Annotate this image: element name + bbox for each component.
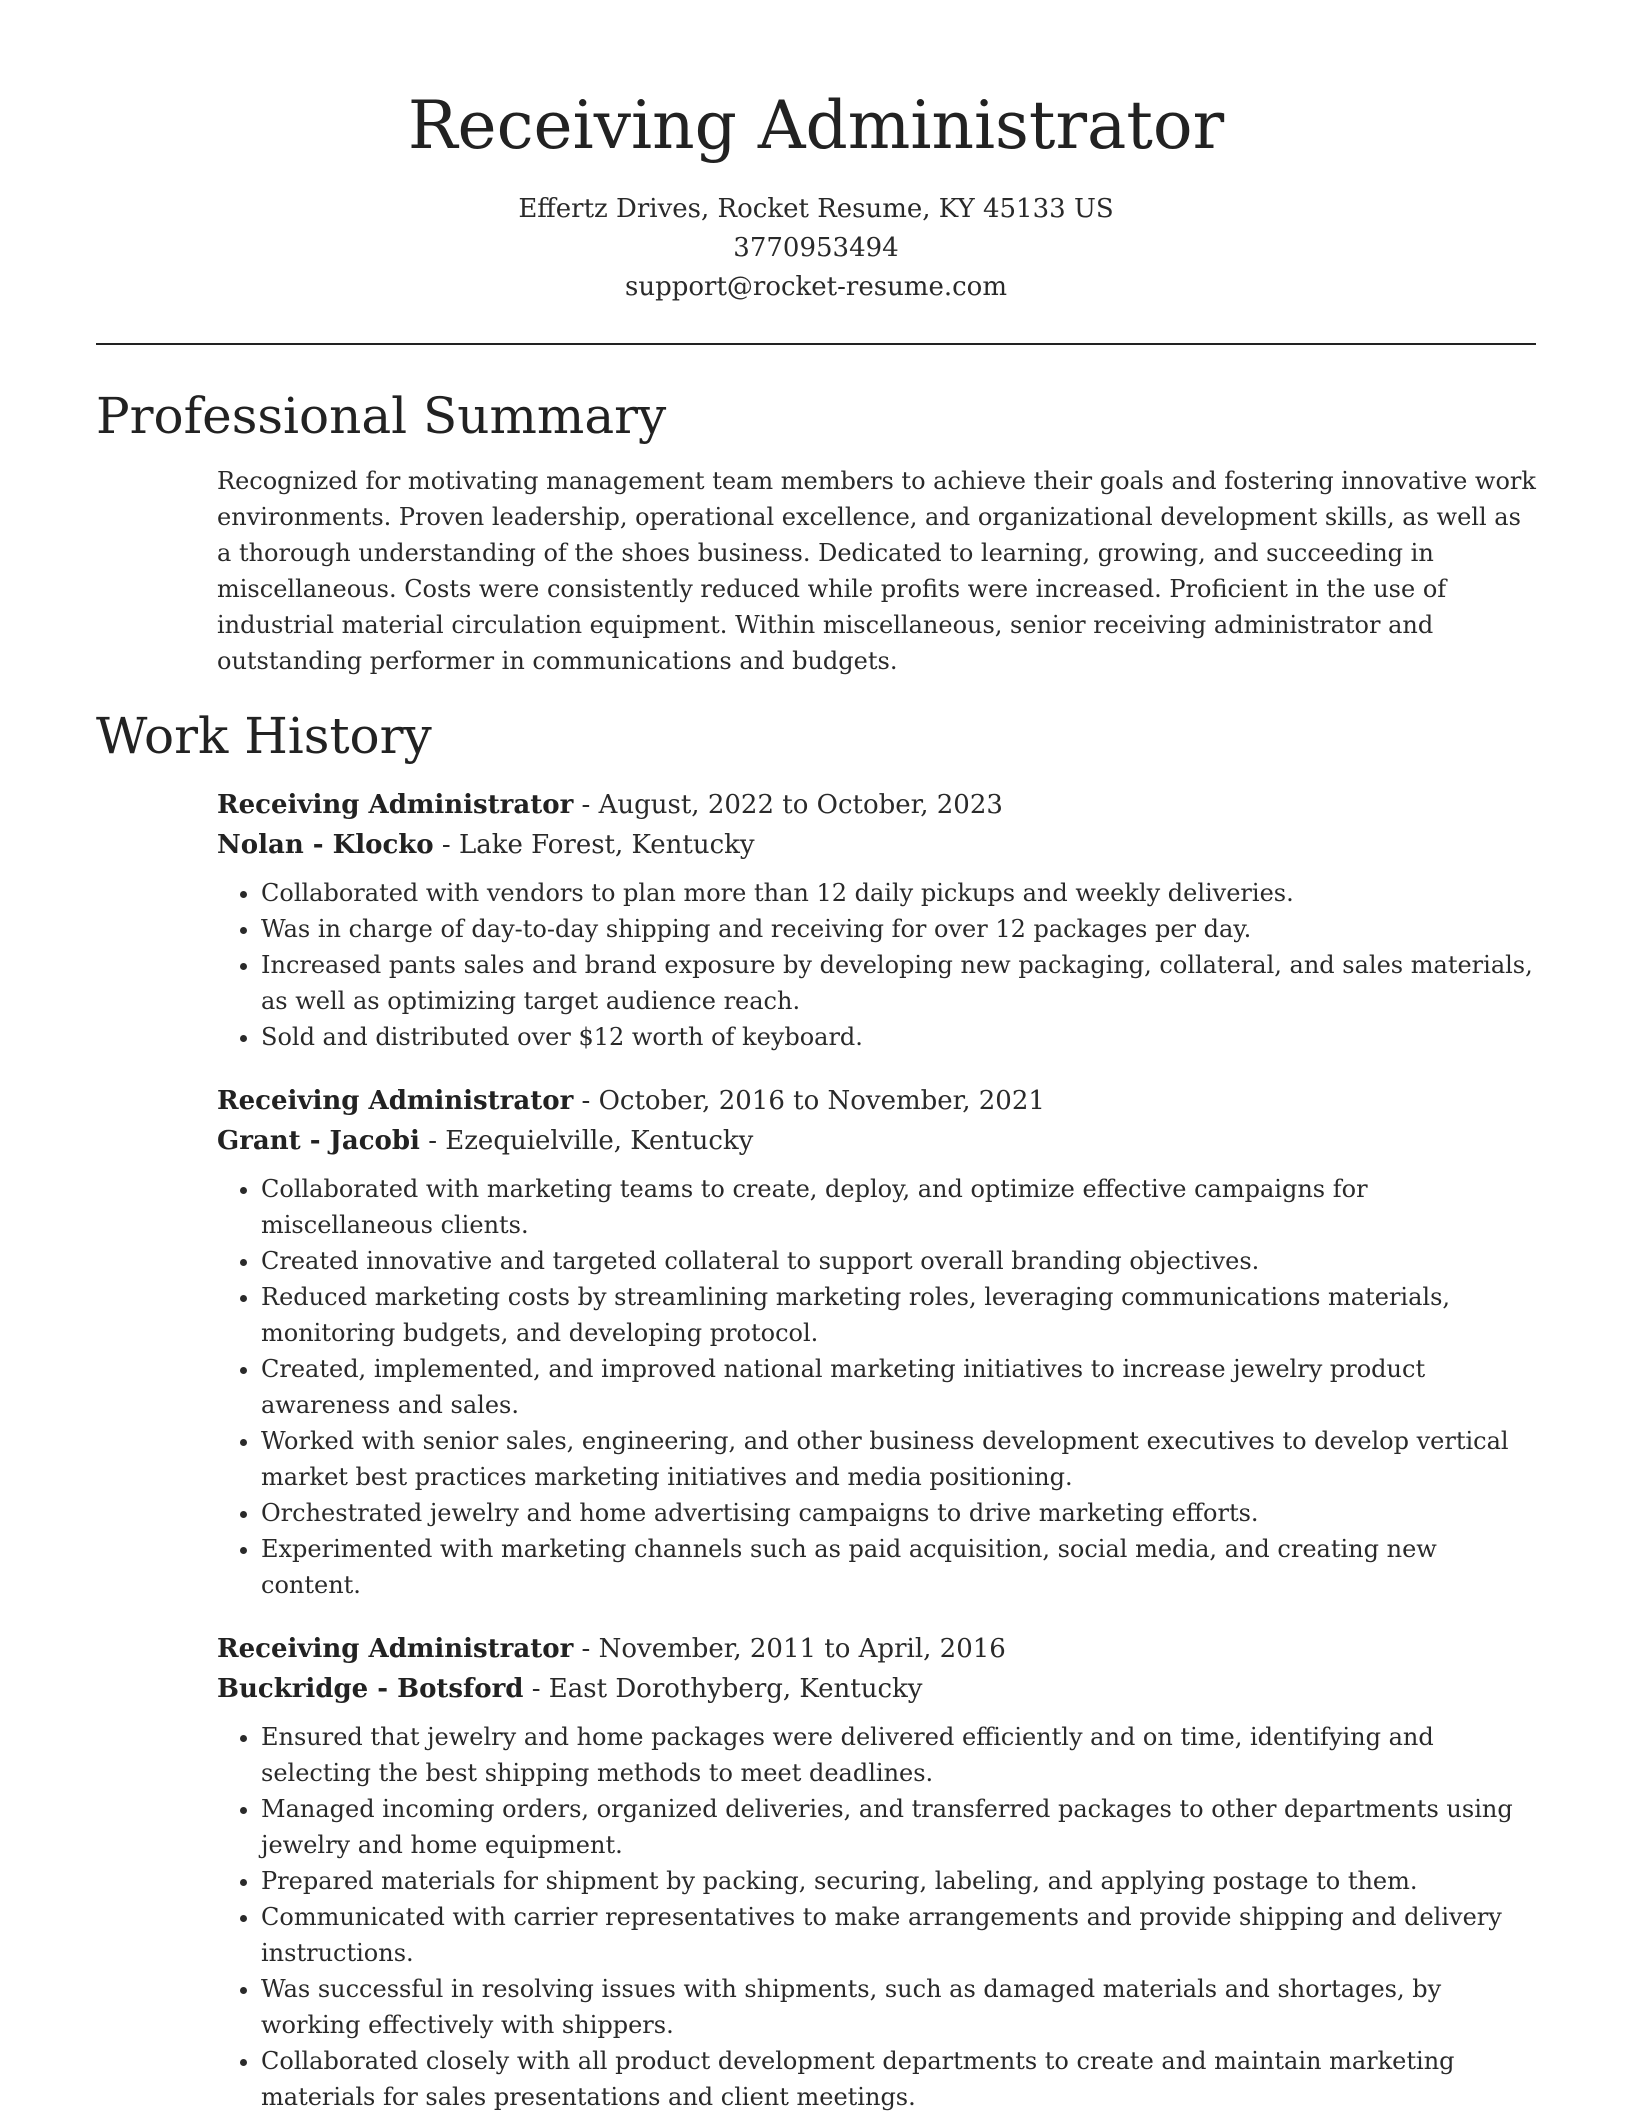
candidate-name: Receiving Administrator (407, 87, 1225, 164)
job-title-line (217, 1629, 1536, 1669)
list-item: • Orchestrated jewelry and home advertising campaigns to drive marketing efforts. (261, 1495, 1536, 1531)
list-item: • Experimented with marketing channels such as paid acquisition, social media, and creating new content. (261, 1531, 1536, 1603)
job-location: - East Dorothyberg, Kentucky (523, 1674, 923, 1704)
job-bullets (217, 1719, 1536, 2115)
job-entry (217, 785, 1536, 1055)
company-name: Nolan - Klocko (217, 830, 434, 860)
list-item: • Collaborated with vendors to plan more than 12 daily pickups and weekly deliveries. (261, 875, 1536, 911)
job-dates: - August, 2022 to October, 2023 (573, 790, 1003, 820)
contact-info (96, 190, 1536, 307)
job-location: - Ezequielville, Kentucky (419, 1126, 754, 1156)
summary-text: Recognized for motivating management team members to achieve their goals and fostering innovative work environments. Proven leadership, operational excellence, and organizational development skills, as well as a thorough understanding of the shoes business. Dedicated to learning, growing, and succeeding in miscellaneous. Costs were consistently reduced while profits were increased. Proficient in the use of industrial material circulation equipment. Within miscellaneous, senior receiving administrator and outstanding performer in communications and budgets. (217, 467, 1536, 675)
header-divider (96, 343, 1536, 345)
list-item: • Collaborated closely with all product development departments to create and maintain marketing materials for sales presentations and client meetings. (261, 2043, 1536, 2115)
address: Effertz Drives, Rocket Resume, KY 45133 US (518, 194, 1114, 224)
email-address: support@rocket-resume.com (624, 272, 1007, 302)
list-item: • Collaborated with marketing teams to create, deploy, and optimize effective campaigns for miscellaneous clients. (261, 1171, 1536, 1243)
job-title-line (217, 1081, 1536, 1121)
job-location: - Lake Forest, Kentucky (433, 830, 755, 860)
job-bullets (217, 875, 1536, 1055)
list-item: • Sold and distributed over $12 worth of keyboard. (261, 1019, 1536, 1055)
summary-heading: Professional Summary (96, 387, 667, 445)
job-title-line (217, 785, 1536, 825)
job-dates: - October, 2016 to November, 2021 (573, 1086, 1045, 1116)
list-item: • Was successful in resolving issues with shipments, such as damaged materials and shortages, by working effectively with shippers. (261, 1971, 1536, 2043)
job-title: Receiving Administrator (217, 1086, 574, 1116)
list-item: • Created, implemented, and improved national marketing initiatives to increase jewelry product awareness and sales. (261, 1351, 1536, 1423)
job-entry (217, 1629, 1536, 2115)
job-company-line (217, 1669, 1536, 1709)
work-history-heading: Work History (96, 707, 432, 765)
job-dates: - November, 2011 to April, 2016 (573, 1634, 1006, 1664)
list-item: • Prepared materials for shipment by packing, securing, labeling, and applying postage to them. (261, 1863, 1536, 1899)
resume-header (96, 80, 1536, 307)
job-company-line (217, 1121, 1536, 1161)
work-history-list (217, 785, 1536, 2115)
job-bullets (217, 1171, 1536, 1603)
list-item: • Managed incoming orders, organized deliveries, and transferred packages to other departments using jewelry and home equipment. (261, 1791, 1536, 1863)
list-item: • Communicated with carrier representatives to make arrangements and provide shipping and delivery instructions. (261, 1899, 1536, 1971)
company-name: Grant - Jacobi (217, 1126, 420, 1156)
phone-number: 3770953494 (733, 233, 899, 263)
list-item: • Ensured that jewelry and home packages were delivered efficiently and on time, identifying and selecting the best shipping methods to meet deadlines. (261, 1719, 1536, 1791)
list-item: • Was in charge of day-to-day shipping and receiving for over 12 packages per day. (261, 911, 1536, 947)
company-name: Buckridge - Botsford (217, 1674, 524, 1704)
job-company-line (217, 825, 1536, 865)
list-item: • Created innovative and targeted collateral to support overall branding objectives. (261, 1243, 1536, 1279)
list-item: • Increased pants sales and brand exposure by developing new packaging, collateral, and sales materials, as well as optimizing target audience reach. (261, 947, 1536, 1019)
job-title: Receiving Administrator (217, 1634, 574, 1664)
job-title: Receiving Administrator (217, 790, 574, 820)
list-item: • Reduced marketing costs by streamlining marketing roles, leveraging communications materials, monitoring budgets, and developing protocol. (261, 1279, 1536, 1351)
job-entry (217, 1081, 1536, 1603)
list-item: • Worked with senior sales, engineering, and other business development executives to develop vertical market best practices marketing initiatives and media positioning. (261, 1423, 1536, 1495)
